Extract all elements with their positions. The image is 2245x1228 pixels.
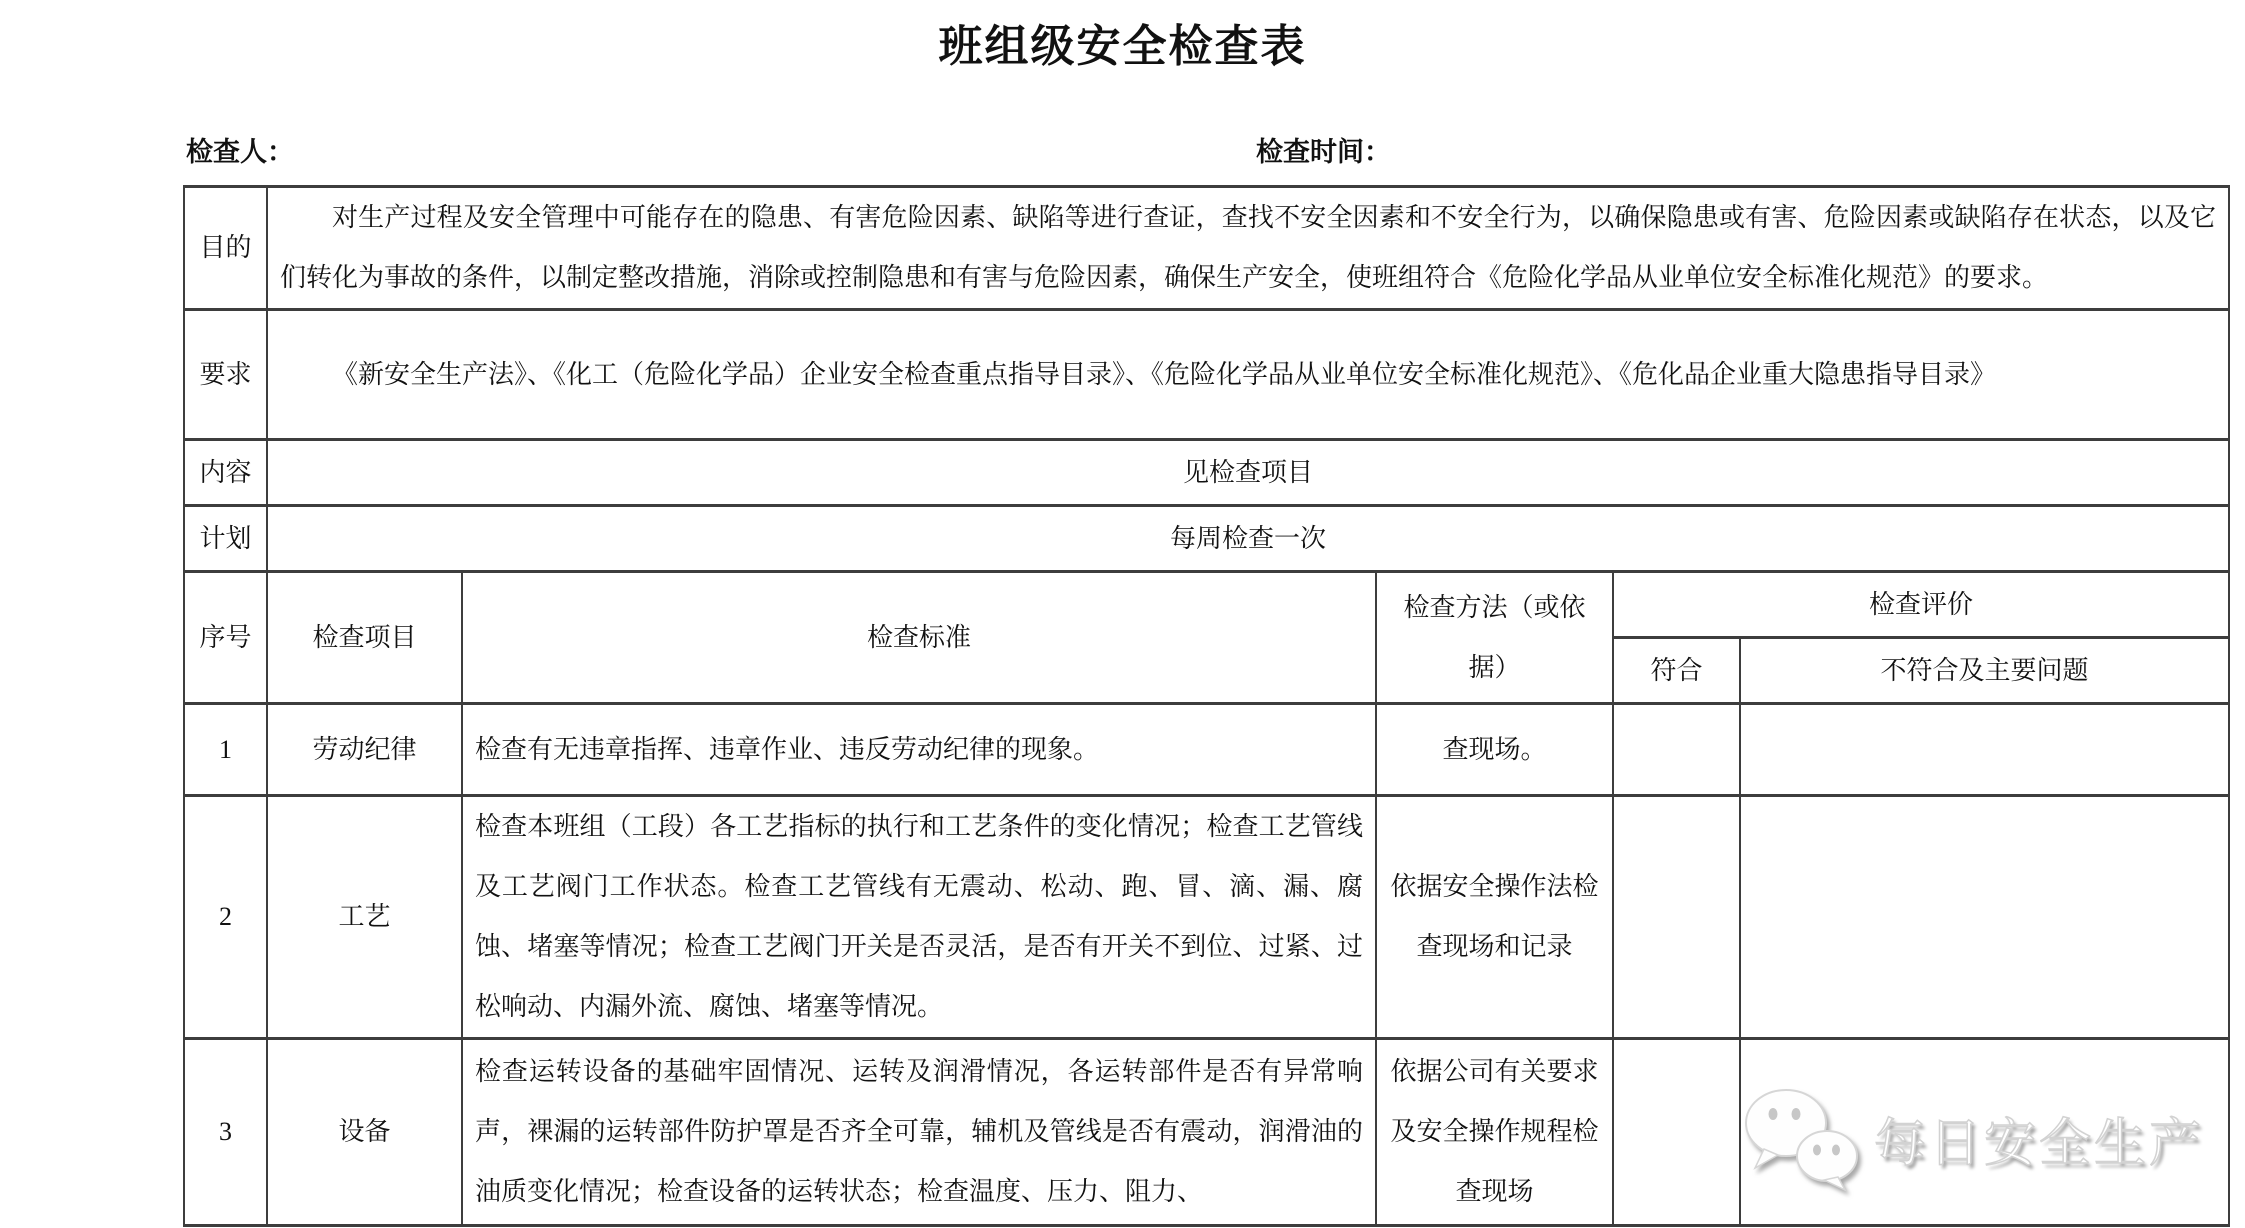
inspection-table xyxy=(183,185,2230,1227)
table-row-1 xyxy=(184,704,2229,796)
requirement-text: 《新安全生产法》、《化工（危险化学品）企业安全检查重点指导目录》、《危险化学品从业单位安全标准化规范》、《危化品企业重大隐患指导目录》 xyxy=(267,310,2229,440)
row2-fail-cell xyxy=(1740,796,2229,1039)
row2-pass-cell xyxy=(1613,796,1740,1039)
header-standard: 检查标准 xyxy=(462,572,1376,704)
watermark-text: 每日安全生产 xyxy=(1874,1114,2205,1173)
inspection-time-label: 检查时间： xyxy=(1256,137,1391,167)
row1-item: 劳动纪律 xyxy=(267,704,462,796)
row3-method: 依据公司有关要求及安全操作规程检查现场 xyxy=(1376,1039,1613,1226)
row1-fail-cell xyxy=(1740,704,2229,796)
header-seq: 序号 xyxy=(184,572,267,704)
row2-seq: 2 xyxy=(184,796,267,1039)
content-label: 内容 xyxy=(184,440,267,506)
inspector-label: 检查人： xyxy=(186,137,294,167)
purpose-text: 对生产过程及安全管理中可能存在的隐患、有害危险因素、缺陷等进行查证，查找不安全因素和不安全行为，以确保隐患或有害、危险因素或缺陷存在状态，以及它们转化为事故的条件，以制定整改措施，消除或控制隐患和有害与危险因素，确保生产安全，使班组符合《危险化学品从业单位安全标准化规范》的要求。 xyxy=(267,187,2229,310)
meta-row xyxy=(0,130,2245,170)
row3-fail-cell xyxy=(1740,1039,2229,1226)
header-evaluation: 检查评价 xyxy=(1613,572,2229,638)
row2-method: 依据安全操作法检查现场和记录 xyxy=(1376,796,1613,1039)
row3-item: 设备 xyxy=(267,1039,462,1226)
row3-seq: 3 xyxy=(184,1039,267,1226)
row1-pass-cell xyxy=(1613,704,1740,796)
row3-standard: 检查运转设备的基础牢固情况、运转及润滑情况，各运转部件是否有异常响声，裸漏的运转部件防护罩是否齐全可靠，辅机及管线是否有震动，润滑油的油质变化情况；检查设备的运转状态；检查温度、压力、阻力、 xyxy=(462,1039,1376,1226)
requirement-row xyxy=(184,310,2229,440)
header-fail: 不符合及主要问题 xyxy=(1740,638,2229,704)
row3-pass-cell xyxy=(1613,1039,1740,1226)
page-title: 班组级安全检查表 xyxy=(938,22,1307,71)
header-pass: 符合 xyxy=(1613,638,1740,704)
header-item: 检查项目 xyxy=(267,572,462,704)
header-method: 检查方法（或依据） xyxy=(1376,572,1613,704)
header-row-1 xyxy=(184,572,2229,638)
purpose-row xyxy=(184,187,2229,310)
row2-item: 工艺 xyxy=(267,796,462,1039)
table-row-2 xyxy=(184,796,2229,1039)
plan-label: 计划 xyxy=(184,506,267,572)
plan-text: 每周检查一次 xyxy=(267,506,2229,572)
content-row xyxy=(184,440,2229,506)
content-text: 见检查项目 xyxy=(267,440,2229,506)
row2-standard: 检查本班组（工段）各工艺指标的执行和工艺条件的变化情况；检查工艺管线及工艺阀门工作状态。检查工艺管线有无震动、松动、跑、冒、滴、漏、腐蚀、堵塞等情况；检查工艺阀门开关是否灵活，是否有开关不到位、过紧、过松响动、内漏外流、腐蚀、堵塞等情况。 xyxy=(462,796,1376,1039)
row1-seq: 1 xyxy=(184,704,267,796)
row1-standard: 检查有无违章指挥、违章作业、违反劳动纪律的现象。 xyxy=(462,704,1376,796)
requirement-label: 要求 xyxy=(184,310,267,440)
table-row-3 xyxy=(184,1039,2229,1226)
plan-row xyxy=(184,506,2229,572)
row1-method: 查现场。 xyxy=(1376,704,1613,796)
purpose-label: 目的 xyxy=(184,187,267,310)
